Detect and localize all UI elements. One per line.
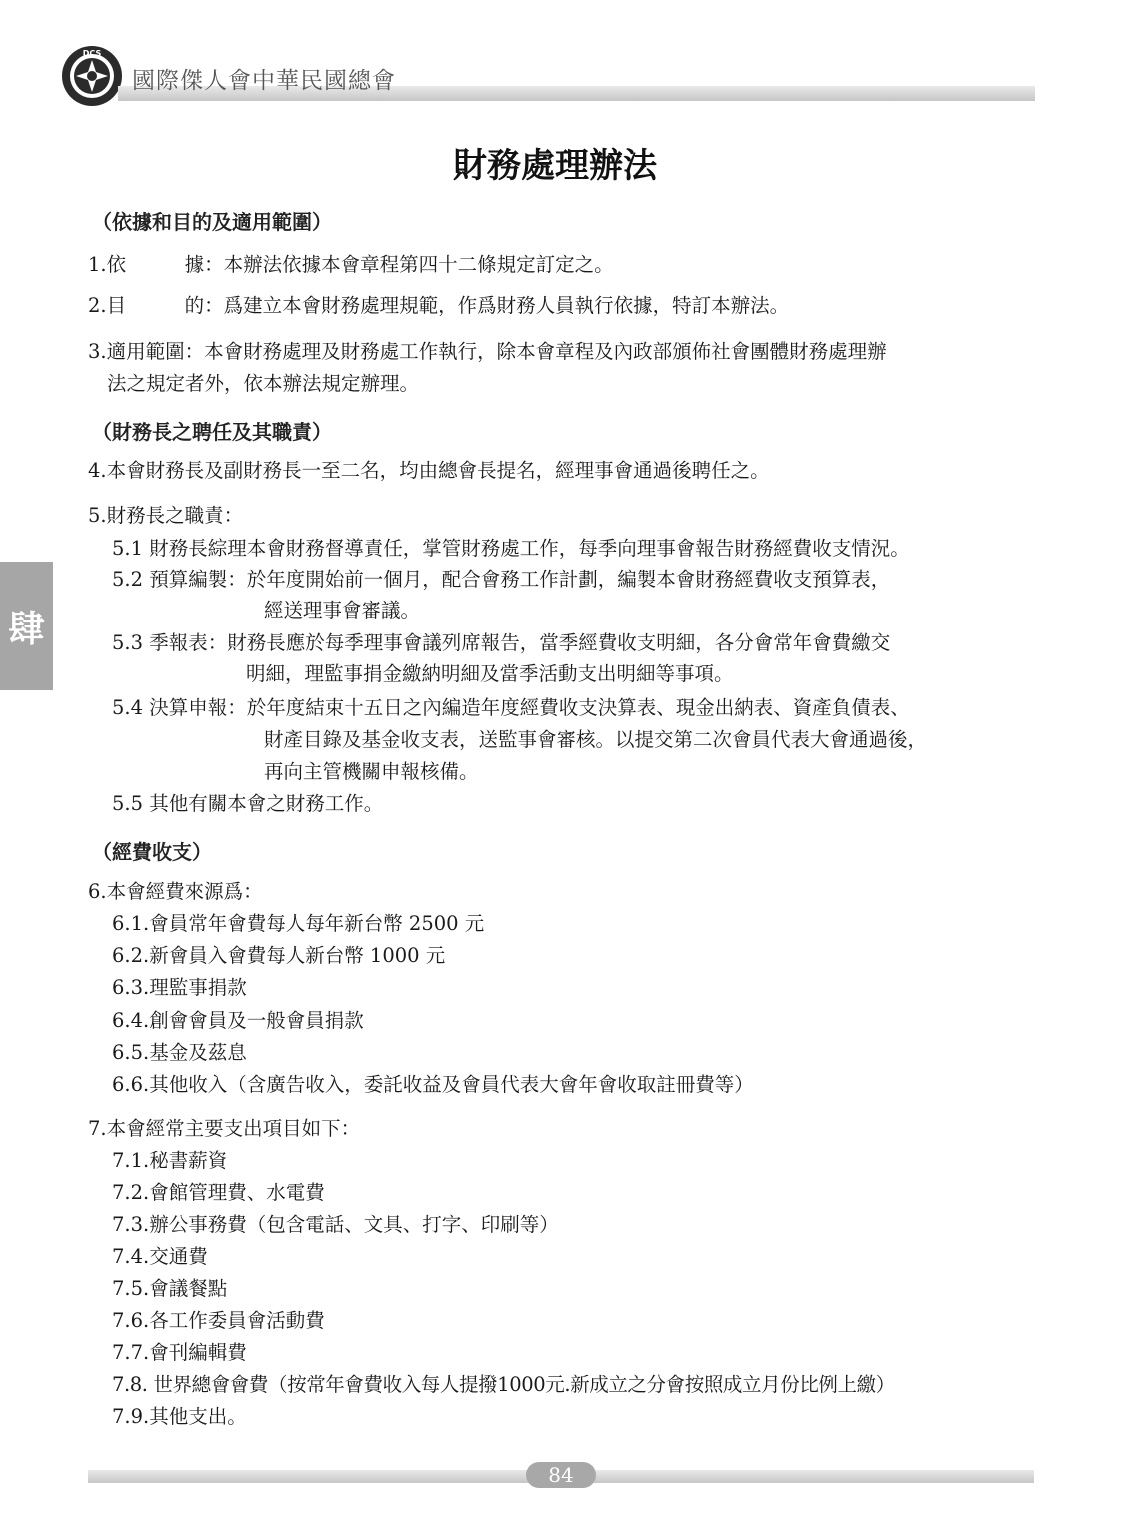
clause-5-1: 5.1 財務長綜理本會財務督導責任，掌管財務處工作，每季向理事會報告財務經費收支情況。 (112, 537, 910, 560)
section-heading: （財務長之聘任及其職責） (92, 420, 332, 444)
clause-7-1: 7.1.秘書薪資 (112, 1149, 228, 1172)
clause-6-2: 6.2.新會員入會費每人新台幣 1000 元 (112, 944, 446, 967)
clause-6-5: 6.5.基金及茲息 (112, 1041, 247, 1064)
clause-7: 7.本會經常主要支出項目如下： (88, 1117, 361, 1140)
clause-3-continued: 法之規定者外，依本辦法規定辦理。 (107, 372, 420, 395)
page-title: 財務處理辦法 (453, 146, 657, 186)
section-heading: （經費收支） (92, 840, 212, 864)
clause-7-5: 7.5.會議餐點 (112, 1277, 228, 1300)
clause-7-3: 7.3.辦公事務費（包含電話、文具、打字、印刷等） (112, 1213, 559, 1236)
chapter-side-tab: 肆 (0, 562, 53, 690)
clause-6-3: 6.3.理監事捐款 (112, 976, 247, 999)
clause-7-7: 7.7.會刊編輯費 (112, 1341, 247, 1364)
clause-2: 2.目 的：爲建立本會財務處理規範，作爲財務人員執行依據，特訂本辦法。 (88, 294, 790, 317)
logo-text: DCS (82, 49, 102, 58)
dcs-emblem-icon (60, 44, 124, 108)
clause-6-1: 6.1.會員常年會費每人每年新台幣 2500 元 (112, 912, 485, 935)
clause-3: 3.適用範圍：本會財務處理及財務處工作執行，除本會章程及內政部頒佈社會團體財務處理辦 (88, 340, 887, 363)
page-header (60, 44, 1035, 104)
section-heading: （依據和目的及適用範圍） (92, 210, 332, 234)
clause-5-4-continued: 再向主管機關申報核備。 (264, 760, 479, 783)
clause-1: 1.依 據：本辦法依據本會章程第四十二條規定訂定之。 (88, 253, 614, 276)
clause-4: 4.本會財務長及副財務長一至二名，均由總會長提名，經理事會通過後聘任之。 (88, 459, 770, 482)
clause-7-2: 7.2.會館管理費、水電費 (112, 1181, 325, 1204)
clause-6-6: 6.6.其他收入（含廣告收入，委託收益及會員代表大會年會收取註冊費等） (112, 1073, 754, 1096)
clause-5-3-continued: 明細，理監事捐金繳納明細及當季活動支出明細等事項。 (246, 662, 734, 685)
clause-5-4: 5.4 決算申報：於年度結束十五日之內編造年度經費收支決算表、現金出納表、資產負債表、 (112, 696, 910, 719)
clause-5-2-continued: 經送理事會審議。 (264, 599, 421, 622)
page-number: 84 (526, 1462, 596, 1488)
clause-7-6: 7.6.各工作委員會活動費 (112, 1309, 325, 1332)
organization-name: 國際傑人會中華民國總會 (132, 68, 396, 94)
clause-7-8: 7.8. 世界總會會費（按常年會費收入每人提撥1000元.新成立之分會按照成立月份比例上繳） (112, 1373, 895, 1396)
clause-5-5: 5.5 其他有關本會之財務工作。 (112, 792, 384, 815)
clause-7-9: 7.9.其他支出。 (112, 1405, 247, 1428)
clause-6-4: 6.4.創會會員及一般會員捐款 (112, 1009, 364, 1032)
clause-6: 6.本會經費來源爲： (88, 880, 263, 903)
clause-5-2: 5.2 預算編製：於年度開始前一個月，配合會務工作計劃，編製本會財務經費收支預算表， (112, 568, 891, 591)
clause-7-4: 7.4.交通費 (112, 1245, 208, 1268)
clause-5: 5.財務長之職責： (88, 504, 244, 527)
clause-5-3: 5.3 季報表：財務長應於每季理事會議列席報告，當季經費收支明細，各分會常年會費繳交 (112, 631, 891, 654)
clause-5-4-continued: 財產目錄及基金收支表，送監事會審核。以提交第二次會員代表大會通過後， (264, 728, 928, 751)
